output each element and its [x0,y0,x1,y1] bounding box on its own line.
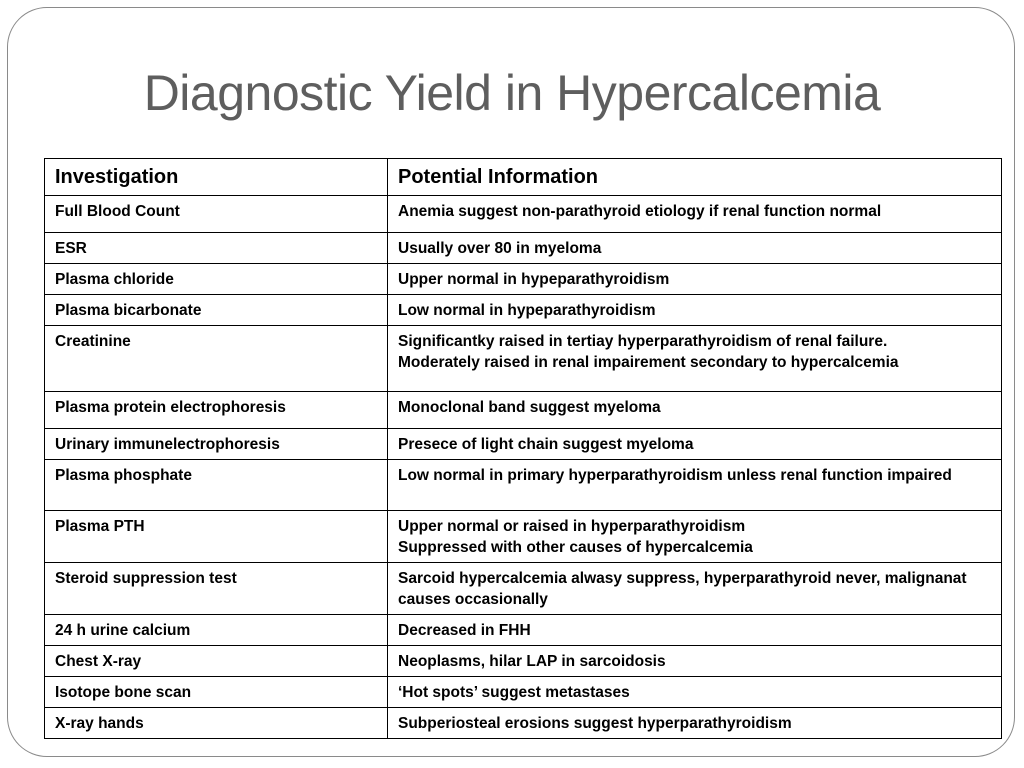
table-row [45,708,1002,739]
cell-investigation: Plasma protein electrophoresis [45,392,388,429]
cell-investigation: Steroid suppression test [45,563,388,615]
cell-investigation: Chest X-ray [45,646,388,677]
cell-info-line: Upper normal in hypeparathyroidism [398,271,670,288]
table-row [45,233,1002,264]
cell-info [388,295,1002,326]
table-body [45,196,1002,739]
cell-investigation: Full Blood Count [45,196,388,233]
cell-investigation: Urinary immunelectrophoresis [45,429,388,460]
cell-info [388,429,1002,460]
cell-info-line: Low normal in hypeparathyroidism [398,302,656,319]
table-row [45,295,1002,326]
cell-investigation: Plasma phosphate [45,460,388,511]
table-row [45,460,1002,511]
slide-title: Diagnostic Yield in Hypercalcemia [143,65,881,121]
cell-info [388,646,1002,677]
cell-info [388,233,1002,264]
cell-info-line: Monoclonal band suggest myeloma [398,399,661,416]
cell-info-line: Decreased in FHH [398,622,531,639]
cell-info-line: Usually over 80 in myeloma [398,240,602,257]
cell-info [388,460,1002,511]
cell-investigation: Isotope bone scan [45,677,388,708]
cell-investigation: ESR [45,233,388,264]
table-row [45,511,1002,563]
cell-info [388,677,1002,708]
cell-info-line: Sarcoid hypercalcemia alwasy suppress, hyperparathyroid never, malignanat causes occasionally [398,570,967,608]
cell-info-line: Suppressed with other causes of hypercalcemia [398,539,753,556]
cell-info [388,264,1002,295]
cell-info-line: Presece of light chain suggest myeloma [398,436,694,453]
table-row [45,563,1002,615]
cell-info-line: Low normal in primary hyperparathyroidism unless renal function impaired [398,467,952,484]
cell-info-line: Subperiosteal erosions suggest hyperparathyroidism [398,715,792,732]
table-row [45,196,1002,233]
cell-info [388,563,1002,615]
table-row [45,264,1002,295]
cell-info-line: Upper normal or raised in hyperparathyroidism [398,518,746,535]
cell-investigation: Creatinine [45,326,388,392]
cell-info [388,326,1002,392]
cell-info-line: Moderately raised in renal impairement secondary to hypercalcemia [398,354,899,371]
table-row [45,677,1002,708]
cell-info [388,615,1002,646]
column-header-potential-information: Potential Information [388,159,1002,196]
cell-investigation: Plasma bicarbonate [45,295,388,326]
cell-info-line: Significantky raised in tertiay hyperparathyroidism of renal failure. [398,333,888,350]
table-row [45,326,1002,392]
investigation-table [44,158,1002,739]
table-row [45,615,1002,646]
table-header-row [45,159,1002,196]
table-row [45,646,1002,677]
cell-investigation: 24 h urine calcium [45,615,388,646]
cell-info [388,392,1002,429]
cell-info-line: Anemia suggest non-parathyroid etiology if renal function normal [398,203,882,220]
cell-investigation: Plasma PTH [45,511,388,563]
cell-info-line: Neoplasms, hilar LAP in sarcoidosis [398,653,666,670]
cell-info [388,196,1002,233]
investigation-table-container [44,158,1001,739]
table-row [45,392,1002,429]
cell-info [388,708,1002,739]
cell-investigation: Plasma chloride [45,264,388,295]
cell-info-line: ‘Hot spots’ suggest metastases [398,684,630,701]
table-row [45,429,1002,460]
cell-info [388,511,1002,563]
column-header-investigation: Investigation [45,159,388,196]
cell-investigation: X-ray hands [45,708,388,739]
